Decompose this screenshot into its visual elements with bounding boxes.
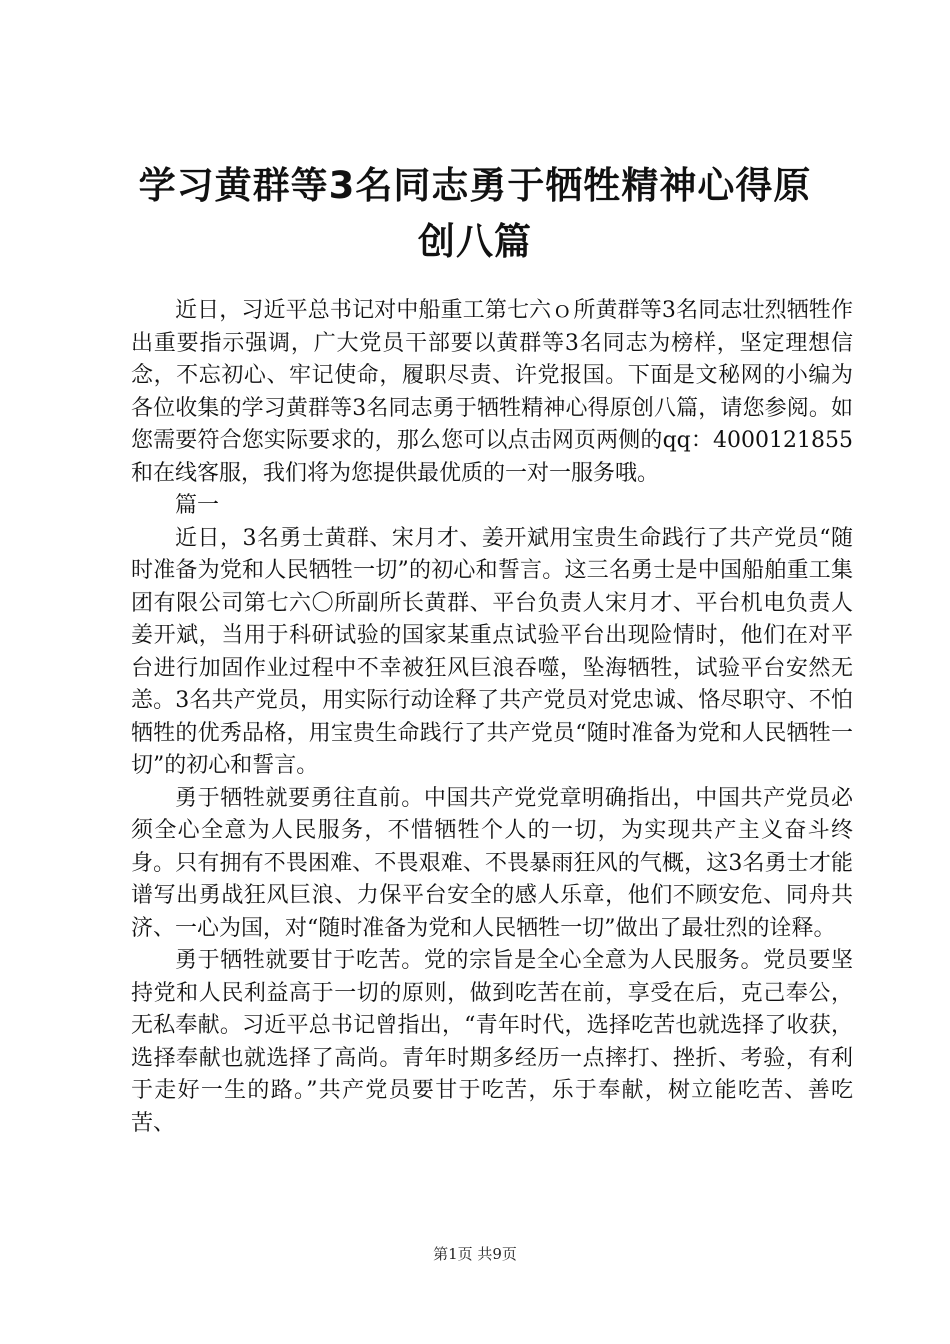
body-paragraph: 勇于牺牲就要甘于吃苦。党的宗旨是全心全意为人民服务。党员要坚持党和人民利益高于一切的原则，做到吃苦在前，享受在后，克己奉公，无私奉献。习近平总书记曾指出，“青年时代，选择吃苦也就选择了收获，选择奉献也就选择了高尚。青年时期多经历一点摔打、挫折、考验，有利于走好一生的路。”共产党员要甘于吃苦，乐于奉献，树立能吃苦、善吃苦、 xyxy=(131,948,853,1136)
body-paragraph: 勇于牺牲就要勇往直前。中国共产党党章明确指出，中国共产党员必须全心全意为人民服务，不惜牺牲个人的一切，为实现共产主义奋斗终身。只有拥有不畏困难、不畏艰难、不畏暴雨狂风的气概，这3名勇士才能谱写出勇战狂风巨浪、力保平台安全的感人乐章，他们不顾安危、同舟共济、一心为国，对“随时准备为党和人民牺牲一切”做出了最壮烈的诠释。 xyxy=(131,785,853,941)
body-paragraph: 近日，3名勇士黄群、宋月才、姜开斌用宝贵生命践行了共产党员“随时准备为党和人民牺牲一切”的初心和誓言。这三名勇士是中国船舶重工集团有限公司第七六〇所副所长黄群、平台负责人宋月才、平台机电负责人姜开斌，当用于科研试验的国家某重点试验平台出现险情时，他们在对平台进行加固作业过程中不幸被狂风巨浪吞噬，坠海牺牲，试验平台安然无恙。3名共产党员，用实际行动诠释了共产党员对党忠诚、恪尽职守、不怕牺牲的优秀品格，用宝贵生命践行了共产党员“随时准备为党和人民牺牲一切”的初心和誓言。 xyxy=(131,525,853,778)
section-heading: 篇一 xyxy=(175,493,220,518)
intro-paragraph: 近日，习近平总书记对中船重工第七六ｏ所黄群等3名同志壮烈牺牲作出重要指示强调，广大党员干部要以黄群等3名同志为榜样，坚定理想信念，不忘初心、牢记使命，履职尽责、许党报国。下面是文秘网的小编为各位收集的学习黄群等3名同志勇于牺牲精神心得原创八篇，请您参阅。如您需要符合您实际要求的，那么您可以点击网页两侧的qq：4000121855和在线客服，我们将为您提供最优质的一对一服务哦。 xyxy=(131,298,853,486)
document-body xyxy=(131,295,853,1140)
page-footer: 第1页 共9页 xyxy=(433,1245,517,1263)
document-title: 学习黄群等3名同志勇于牺牲精神心得原创八篇 xyxy=(138,164,812,263)
